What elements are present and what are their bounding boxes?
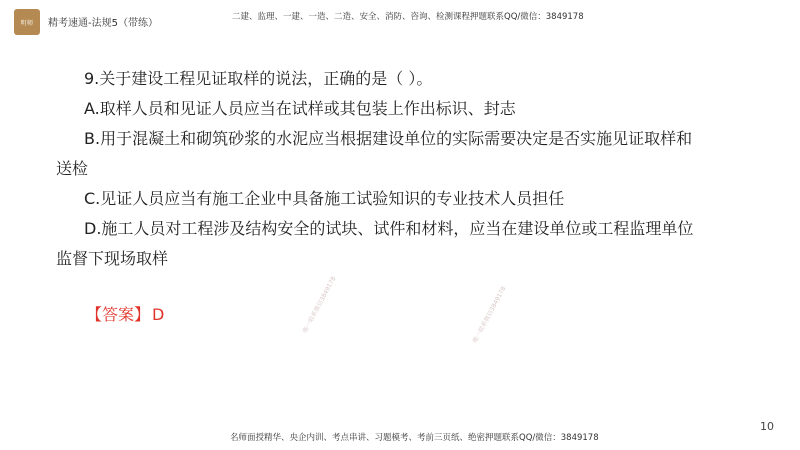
course-title: 精考速通-法规5（带练） — [48, 18, 158, 29]
option-d-continued: 监督下现场取样 — [56, 249, 169, 268]
option-d: D.施工人员对工程涉及结构安全的试块、试件和材料，应当在建设单位或工程监理单位 — [84, 219, 694, 238]
option-b: B.用于混凝土和砌筑砂浆的水泥应当根据建设单位的实际需要决定是否实施见证取样和 — [84, 129, 693, 148]
question-block — [56, 64, 771, 274]
bottom-contact-banner: 名师面授精华、央企内训、考点串讲、习题模考、考前三页纸、绝密押题联系QQ/微信：3849178 — [230, 433, 599, 443]
question-stem: 9.关于建设工程见证取样的说法，正确的是（ ）。 — [84, 69, 433, 88]
option-c: C.见证人员应当有施工企业中具备施工试验知识的专业技术人员担任 — [84, 189, 565, 208]
answer-line — [86, 302, 164, 328]
watermark: 唯一联系微信3849178 — [301, 275, 338, 335]
answer-tag: 【答案】 — [86, 305, 151, 324]
top-contact-banner: 二建、监理、一建、一造、二造、安全、消防、咨询、检测课程押题联系QQ/微信：3849178 — [232, 12, 584, 22]
option-a: A.取样人员和见证人员应当在试样或其包装上作出标识、封志 — [84, 99, 516, 118]
slide-header — [0, 0, 800, 44]
option-b-continued: 送检 — [56, 159, 89, 178]
page-number: 10 — [760, 420, 774, 433]
logo-icon: 明师 — [14, 9, 40, 35]
watermark: 唯一联系微信3849178 — [471, 285, 508, 345]
answer-value: D — [152, 305, 165, 324]
